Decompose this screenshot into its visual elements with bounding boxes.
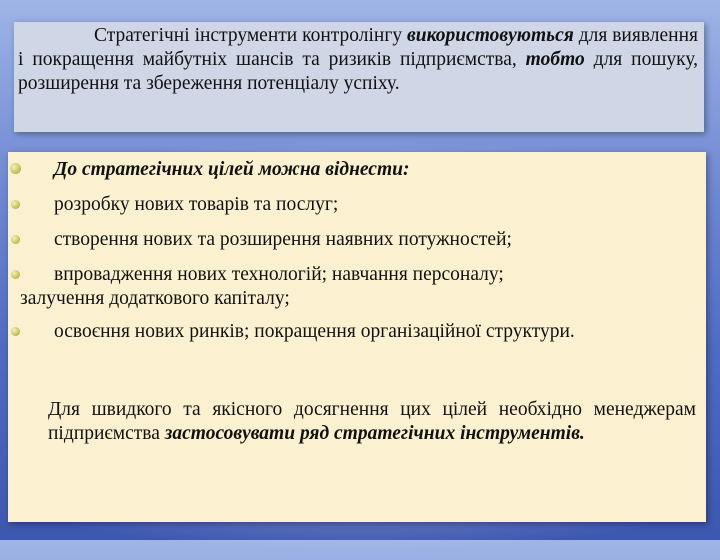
list-item-text: освоєння нових ринків; покращення організаційної структури. xyxy=(54,321,575,342)
list-item xyxy=(8,263,698,311)
goals-heading: До стратегічних цілей можна віднести: xyxy=(54,159,410,180)
intro-part1: Стратегічні інструменти контролінгу xyxy=(94,25,403,46)
list-item xyxy=(8,228,698,252)
list-item-text-continued: залучення додаткового капіталу; xyxy=(20,288,290,309)
bullet-icon xyxy=(11,327,20,336)
conclusion-text xyxy=(48,398,696,446)
bullet-icon xyxy=(11,270,20,279)
list-item-text: впровадження нових технологій; навчання персоналу; xyxy=(54,264,504,285)
list-heading xyxy=(8,158,698,182)
intro-emphasis-used: використовуються xyxy=(407,25,574,46)
conclusion-emphasis: застосовувати ряд стратегічних інструментів. xyxy=(164,423,585,444)
bullet-icon xyxy=(11,235,20,244)
bullet-icon xyxy=(11,200,20,209)
list-item-text: створення нових та розширення наявних потужностей; xyxy=(54,229,512,250)
bullet-icon xyxy=(10,163,21,174)
conclusion-part1: Для швидкого та якісного досягнення цих цілей необхідно менеджерам підприємства xyxy=(48,399,696,444)
list-item-text: розробку нових товарів та послуг; xyxy=(54,194,339,215)
intro-emphasis-that-is: тобто xyxy=(525,49,585,70)
intro-text xyxy=(18,24,698,96)
intro-part2: для виявлення і покращення майбутніх шансів та ризиків підприємства, xyxy=(18,25,699,70)
list-item xyxy=(8,193,698,217)
intro-part3: для пошуку, розширення та збереження потенціалу успіху. xyxy=(18,49,698,94)
intro-panel xyxy=(14,22,704,132)
list-item xyxy=(8,320,698,344)
goals-panel xyxy=(8,152,706,522)
goals-list xyxy=(8,158,698,355)
